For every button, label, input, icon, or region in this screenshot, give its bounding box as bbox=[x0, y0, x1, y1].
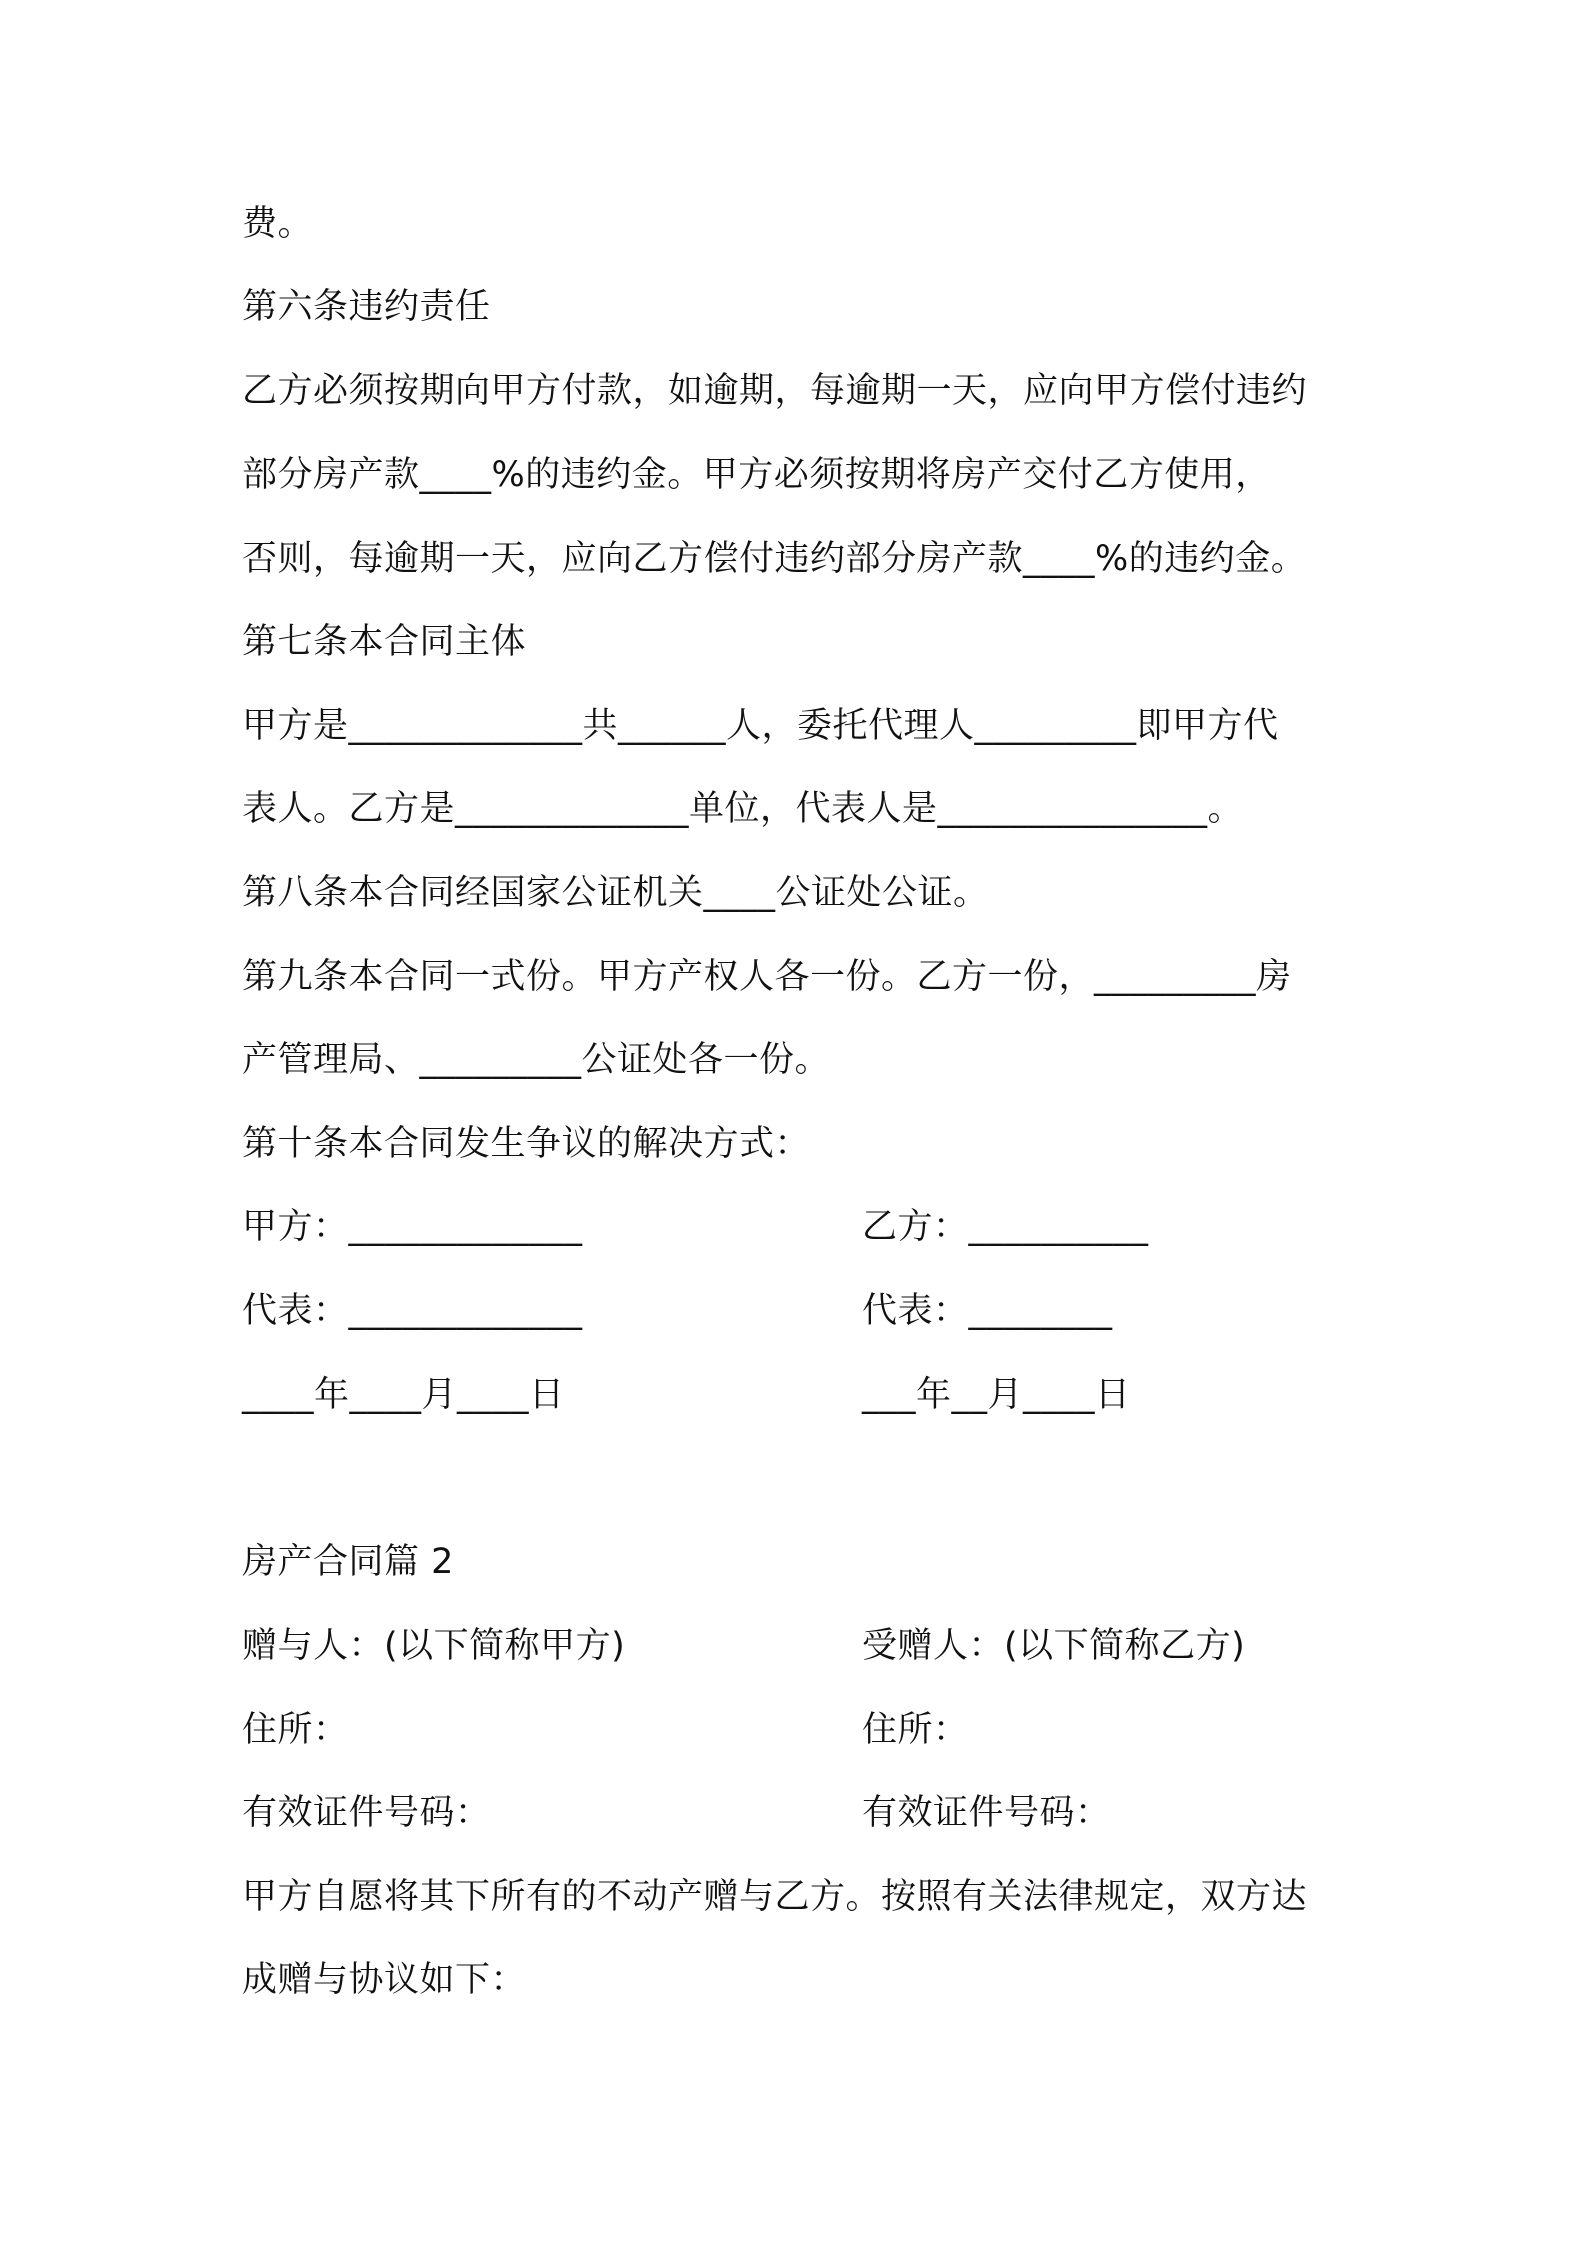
donor-label: 赠与人：(以下简称甲方) bbox=[242, 1626, 626, 1666]
article-heading: 第六条违约责任 bbox=[242, 287, 491, 327]
address-b-label: 住所： bbox=[862, 1710, 969, 1750]
text-line: 第十条本合同发生争议的解决方式： bbox=[242, 1124, 811, 1164]
address-a-label: 住所： bbox=[242, 1710, 349, 1750]
signature-rep-b: 代表：________ bbox=[862, 1291, 1113, 1331]
text-line: 第八条本合同经国家公证机关____公证处公证。 bbox=[242, 873, 989, 913]
signature-party-b: 乙方：__________ bbox=[862, 1207, 1149, 1247]
text-line: 甲方是_____________共______人，委托代理人_________即甲方代 bbox=[242, 706, 1279, 746]
article-heading: 第七条本合同主体 bbox=[242, 622, 527, 662]
signature-date-b: ___年__月____日 bbox=[862, 1375, 1131, 1415]
text-line: 否则，每逾期一天，应向乙方偿付违约部分房产款____%的违约金。 bbox=[242, 539, 1307, 579]
signature-rep-a: 代表：_____________ bbox=[242, 1291, 583, 1331]
text-line: 甲方自愿将其下所有的不动产赠与乙方。按照有关法律规定，双方达 bbox=[242, 1877, 1308, 1917]
donee-label: 受赠人：(以下简称乙方) bbox=[862, 1626, 1246, 1666]
text-line: 部分房产款____%的违约金。甲方必须按期将房产交付乙方使用， bbox=[242, 455, 1271, 495]
text-line: 乙方必须按期向甲方付款，如逾期，每逾期一天，应向甲方偿付违约 bbox=[242, 371, 1308, 411]
signature-date-a: ____年____月____日 bbox=[242, 1375, 565, 1415]
text-line: 成赠与协议如下： bbox=[242, 1960, 527, 2000]
section-title: 房产合同篇 2 bbox=[242, 1542, 454, 1582]
text-line: 产管理局、_________公证处各一份。 bbox=[242, 1040, 831, 1080]
signature-party-a: 甲方：_____________ bbox=[242, 1207, 583, 1247]
id-a-label: 有效证件号码： bbox=[242, 1793, 491, 1833]
text-line: 第九条本合同一式份。甲方产权人各一份。乙方一份，_________房 bbox=[242, 957, 1292, 997]
id-b-label: 有效证件号码： bbox=[862, 1793, 1111, 1833]
text-line: 费。 bbox=[242, 204, 314, 244]
text-line: 表人。乙方是_____________单位，代表人是_______________。 bbox=[242, 789, 1244, 829]
